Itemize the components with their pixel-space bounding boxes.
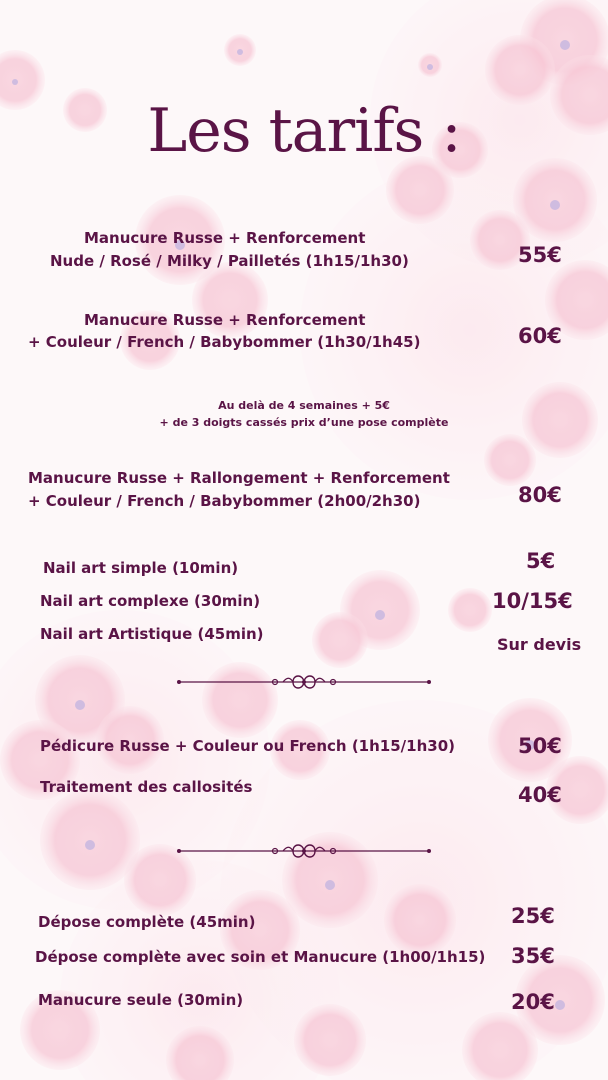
service-line: Pédicure Russe + Couleur ou French (1h15/1h30) xyxy=(40,737,455,755)
price-label: 60€ xyxy=(518,324,562,348)
price-label: 50€ xyxy=(518,734,562,758)
service-line: Traitement des callosités xyxy=(40,778,253,796)
price-label: 25€ xyxy=(511,904,555,928)
price-label: 5€ xyxy=(526,549,556,573)
ornament-divider xyxy=(175,841,433,861)
price-label: 10/15€ xyxy=(492,589,573,613)
price-label: 80€ xyxy=(518,483,562,507)
service-line: Nail art Artistique (45min) xyxy=(40,625,264,643)
ornament-divider xyxy=(175,672,433,692)
service-line: + Couleur / French / Babybommer (2h00/2h30) xyxy=(28,492,421,510)
service-line: Manucure Russe + Renforcement xyxy=(84,311,366,329)
price-label: 55€ xyxy=(518,243,562,267)
service-line: + Couleur / French / Babybommer (1h30/1h45) xyxy=(28,333,421,351)
service-line: Dépose complète avec soin et Manucure (1h00/1h15) xyxy=(35,948,486,966)
service-line: Nail art simple (10min) xyxy=(43,559,239,577)
service-line: Manucure Russe + Renforcement xyxy=(84,229,366,247)
price-label: 20€ xyxy=(511,990,555,1014)
price-label: Sur devis xyxy=(497,635,582,654)
price-label: 40€ xyxy=(518,783,562,807)
page-title: Les tarifs : xyxy=(147,96,461,166)
service-line: Nude / Rosé / Milky / Pailletés (1h15/1h30) xyxy=(50,252,409,270)
note-line: + de 3 doigts cassés prix d’une pose complète xyxy=(159,416,449,429)
service-line: Nail art complexe (30min) xyxy=(40,592,261,610)
note-line: Au delà de 4 semaines + 5€ xyxy=(218,399,390,412)
service-line: Manucure seule (30min) xyxy=(38,991,244,1009)
service-line: Manucure Russe + Rallongement + Renforcement xyxy=(28,469,450,487)
service-line: Dépose complète (45min) xyxy=(38,913,256,931)
price-label: 35€ xyxy=(511,944,555,968)
